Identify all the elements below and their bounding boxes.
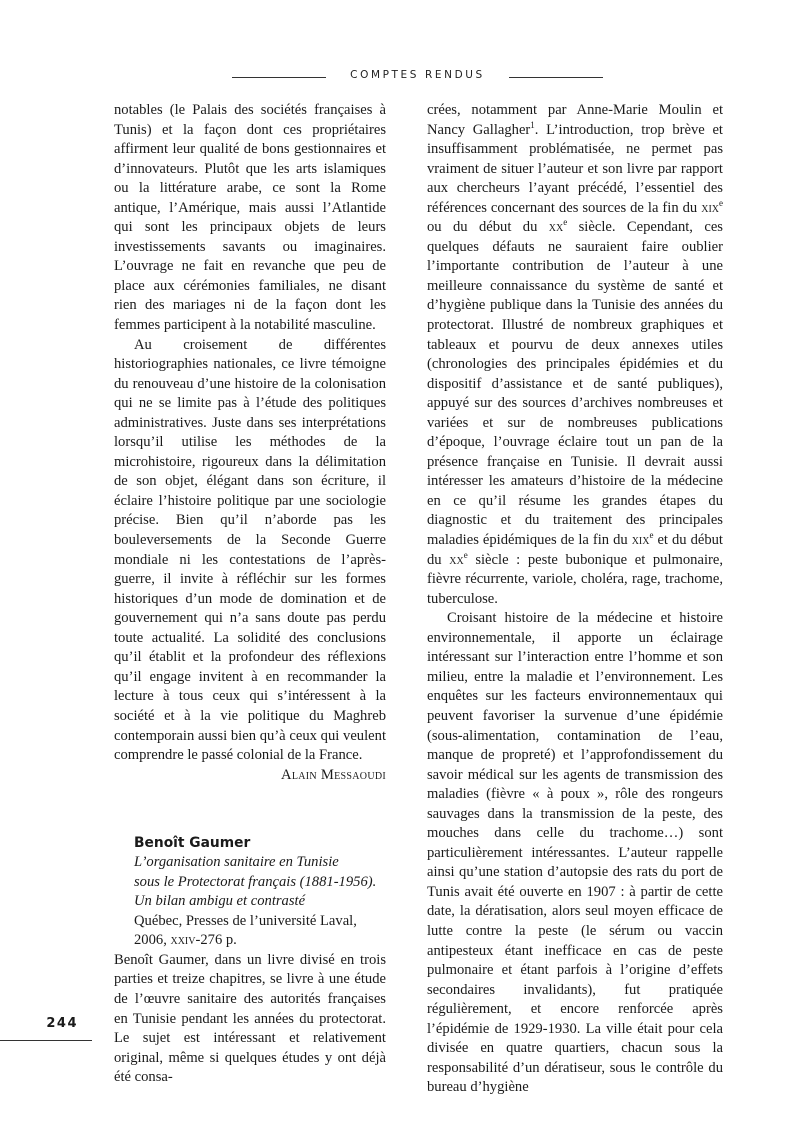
- title-line-2: sous le Protectorat français (1881-1956).: [134, 873, 377, 890]
- p1-c: ou du début du: [427, 219, 549, 236]
- left-paragraph-1: notables (le Palais des sociétés françaises à Tunis) et la façon dont ces propriétaires affirment leur qualité de bons gestionnaires et d’innovateurs. Plutôt que les arts islamiques ou la littérature arabe, ce sont la Rome antique, l’Amérique, mais aussi l’Atlantide qui sont les principaux objets de leurs investissements savants ou imaginaires. L’ouvrage ne fait en revanche que peu de place aux cérémonies familiales, ne disant rien des mariages ni de la façon dont les femmes participent à la notabilité masculine.: [114, 102, 386, 334]
- reviewer-signature: Alain Messaoudi: [281, 766, 386, 783]
- reviewed-book-publication: [134, 912, 386, 951]
- left-paragraph-2: Au croisement de différentes historiographies nationales, ce livre témoigne du renouveau d’une histoire de la colonisation qui ne se limite pas à l’étude des politiques administratives. Juste dans ses interprétations lorsqu’il utilise les méthodes de la microhistoire, rigoureux dans la délimitation de son objet, élégant dans son écriture, il éclaire l’histoire politique par une sociologie précise. Bien qu’il n’aborde pas les bouleversements de la Seconde Guerre mondiale ni les contestations de l’après-guerre, il invite à réfléchir sur les formes historiques d’un mode de domination et de gouvernement qui n’a sans doute pas perdu toute actualité. La solidité des conclusions qu’il établit et la profondeur des réflexions qu’il engage invitent à en recommander la lecture à tous ceux qui s’intéressent à la société et à la vie politique du Maghreb contemporain aussi bien qu’à ceux qui veulent comprendre le passé colonial de la France.: [114, 336, 386, 764]
- left-paragraph-3: Benoît Gaumer, dans un livre divisé en trois parties et treize chapitres, se livre à une étude de l’œuvre sanitaire des autorités françaises en Tunisie pendant les années du protectorat. Le sujet est intéressant et relativement original, même si quelques études y ont déjà été consa-: [114, 951, 386, 1086]
- running-head-rule-left: [232, 77, 326, 78]
- p1-a: crées, notamment par Anne-Marie Moulin et Nancy Gallagher: [427, 102, 723, 138]
- right-column: [427, 101, 723, 1098]
- roman-19: xix: [701, 199, 719, 216]
- folio-rule: [0, 1040, 92, 1041]
- publisher: Québec, Presses de l’université Laval,: [134, 912, 357, 929]
- p1-b: . L’introduction, trop brève et insuffisamment problématisée, ne permet pas vraiment de situer l’auteur et son livre par rapport aux chercheurs l’ayant précédé, l’essentiel des références concernant des sources de la fin du: [427, 121, 723, 216]
- sup-e: e: [463, 549, 468, 560]
- title-line-1: L’organisation sanitaire en Tunisie: [134, 854, 339, 871]
- running-head: [0, 66, 800, 90]
- right-paragraph-1: [427, 101, 723, 609]
- roman-19: xix: [631, 532, 650, 549]
- sup-e: e: [719, 197, 723, 208]
- title-line-3: Un bilan ambigu et contrasté: [134, 893, 306, 910]
- running-head-title: COMPTES RENDUS: [350, 69, 485, 81]
- page-folio: [0, 1014, 92, 1044]
- reviewed-book-author: Benoît Gaumer: [134, 835, 251, 852]
- running-head-rule-right: [509, 77, 603, 78]
- roman-20: xx: [449, 551, 464, 568]
- p1-f: siècle : peste bubonique et pulmonaire, fièvre récurrente, variole, choléra, rage, trachome, tuberculose.: [427, 551, 723, 607]
- p1-d: siècle. Cependant, ces quelques défauts ne sauraient faire oublier l’importante contribution de l’auteur à une meilleure connaissance du système de santé et d’hygiène publique dans la Tunisie des années du protectorat. Illustré de nombreux graphiques et tableaux et pourvu de deux annexes utiles (chronologies des principales épidémies et du dispositif d’assistance et de santé publiques), appuyé sur des sources d’archives nombreuses et variées et sur de nombreuses publications d’époque, l’ouvrage éclaire tout un pan de la présence française en Tunisie. Il devrait aussi intéresser les amateurs d’histoire de la médecine en ce qu’il résume les grandes étapes du diagnostic et du traitement des principales maladies épidémiques de la fin du: [427, 219, 723, 549]
- left-column: [114, 101, 386, 1088]
- p1-e: et du début du: [427, 532, 723, 568]
- year-pages-roman: xxiv: [170, 932, 196, 949]
- right-paragraph-2: Croisant histoire de la médecine et histoire environnementale, il apporte un éclairage intéressant sur l’interaction entre l’homme et son milieu, entre la maladie et l’environnement. Les enquêtes sur les facteurs environnementaux qui peuvent favoriser la survenue d’une épidémie (sous-alimentation, contamination de l’eau, manque de propreté) et l’approfondissement du savoir médical sur les agents de transmission des maladies (fièvre « à poux », rôle des rongeurs sauvages dans la transmission de la peste, des mouches dans celle du trachome…) sont particulièrement intéressantes. L’auteur rappelle ainsi qu’une station d’autopsie des rats du port de Tunis avait été ouverte en 1907 : à partir de cette date, la dératisation, alors seul moyen efficace de lutte contre la peste (le sérum ou vaccin antipesteux étant inefficace en cas de peste pulmonaire et étant parfois à l’origine d’effets secondaires invalidants), fut pratiquée régulièrement, et encore renforcée après l’épidémie de 1929-1930. La ville était pour cela divisée en quatre quartiers, chacun sous la responsabilité d’un dératiseur, sous le contrôle du bureau d’hygiène: [427, 610, 723, 1096]
- roman-20: xx: [548, 219, 564, 236]
- year-pages-a: 2006,: [134, 932, 171, 949]
- review-bibliographic-entry: [134, 834, 386, 951]
- page-number: 244: [46, 1016, 78, 1031]
- reviewed-book-title: [134, 853, 386, 912]
- year-pages-b: -276 p.: [195, 932, 237, 949]
- footnote-mark: 1: [530, 119, 535, 130]
- sup-e: e: [649, 530, 654, 541]
- sup-e: e: [563, 217, 568, 228]
